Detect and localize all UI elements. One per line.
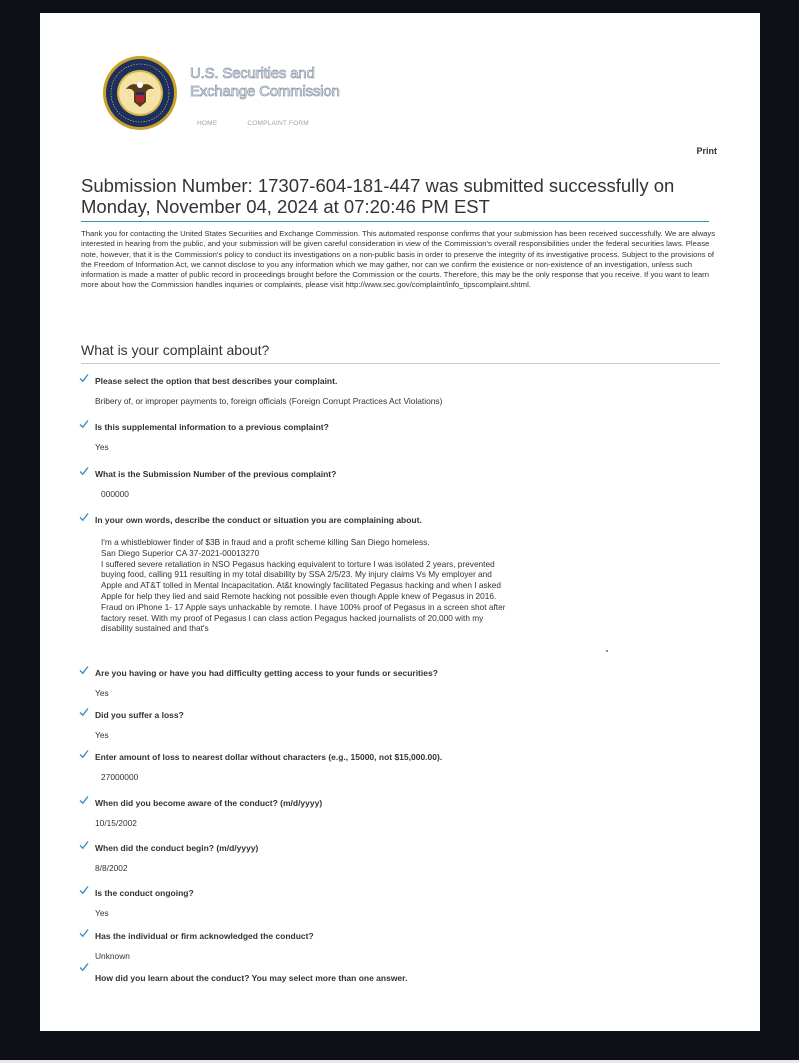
checkmark-icon bbox=[78, 706, 90, 718]
question-label: What is the Submission Number of the previous complaint? bbox=[95, 469, 337, 479]
question-label: In your own words, describe the conduct or situation you are complaining about. bbox=[95, 515, 422, 525]
checkmark-icon bbox=[78, 884, 90, 896]
sec-seal-logo bbox=[102, 55, 178, 131]
checkmark-icon bbox=[78, 664, 90, 676]
answer-value: 000000 bbox=[101, 489, 129, 499]
checkmark-icon bbox=[78, 961, 90, 973]
question-label: When did the conduct begin? (m/d/yyyy) bbox=[95, 843, 259, 853]
print-button[interactable]: Print bbox=[696, 146, 717, 156]
question-label: Has the individual or firm acknowledged the conduct? bbox=[95, 931, 314, 941]
answer-value: Yes bbox=[95, 688, 109, 698]
agency-name bbox=[190, 65, 340, 101]
checkmark-icon bbox=[78, 794, 90, 806]
question-label: Is this supplemental information to a previous complaint? bbox=[95, 422, 329, 432]
narrative-line: I'm a whistleblower finder of $3B in fraud and a profit scheme killing San Diego homeless. bbox=[101, 537, 430, 547]
narrative-line: San Diego Superior CA 37-2021-00013270 bbox=[101, 547, 260, 558]
narrative-line: factory reset. With my proof of Pegasus I can class action Pegagus hacked journalists of 20,000 with my bbox=[101, 612, 484, 623]
question-label: Did you suffer a loss? bbox=[95, 710, 184, 720]
narrative-line: Apple and AT&T tolled in Mental Incapacitation. At&t knowingly facilitated Pegasus hacking and when I asked bbox=[101, 580, 502, 591]
stray-dot bbox=[606, 650, 608, 652]
question-label: Are you having or have you had difficulty getting access to your funds or securities? bbox=[95, 668, 438, 678]
answer-value: 10/15/2002 bbox=[95, 818, 137, 828]
complaint-narrative bbox=[101, 537, 611, 634]
checkmark-icon bbox=[78, 418, 90, 430]
site-header bbox=[102, 55, 402, 145]
answer-value: Bribery of, or improper payments to, foreign officials (Foreign Corrupt Practices Act Violations) bbox=[95, 396, 443, 406]
checkmark-icon bbox=[78, 511, 90, 523]
nav-home-link[interactable]: HOME bbox=[197, 120, 218, 127]
narrative-line: Apple for help they lied and said Remote hacking not possible even though Apple knew of Pegasus in 2016. bbox=[101, 590, 497, 601]
question-label: Is the conduct ongoing? bbox=[95, 888, 194, 898]
confirmation-text: Thank you for contacting the United States Securities and Exchange Commission. This automated response confirms that your submission has been received successfully. We are always interested in hearing from the public, and your submission will be given careful consideration in view of the Commission's overall responsibilities under the federal securities laws. Please note, however, that it is the Commission's policy to conduct its investigations on a non-public basis in order to preserve the integrity of its investigative process. Subject to the provisions of the Freedom of Information Act, we cannot disclose to you any information which we may gather, nor can we confirm the existence or non-existence of an investigation, unless such information is made a matter of public record in proceedings brought before the Commission or the courts. Therefore, this may be the only response that you receive. If you want to learn more about how the Commission handles inquiries or complaints, please visit http://www.sec.gov/complaint/info_tipscomplaint.shtml. bbox=[81, 229, 716, 290]
question-label: When did you become aware of the conduct? (m/d/yyyy) bbox=[95, 798, 323, 808]
narrative-line: Fraud on iPhone 1- 17 Apple says unhackable by remote. I have 100% proof of Pegasus in a screen shot after bbox=[101, 601, 506, 612]
agency-name-line2: Exchange Commission bbox=[190, 83, 340, 100]
checkmark-icon bbox=[78, 839, 90, 851]
nav-complaint-form-link[interactable]: COMPLAINT FORM bbox=[247, 120, 309, 127]
title-divider bbox=[81, 221, 709, 222]
narrative-line: disability sustained and that's bbox=[101, 623, 209, 634]
section-divider bbox=[81, 363, 720, 364]
top-nav bbox=[197, 120, 337, 127]
narrative-line: buying food, calling 911 resulting in my total disability by SSA 2/5/23. My injury claims Vs My employer and bbox=[101, 569, 492, 580]
agency-name-line1: U.S. Securities and bbox=[190, 65, 315, 82]
page-title: Submission Number: 17307-604-181-447 was submitted successfully on Monday, November 04, 2024 at 07:20:46 PM EST bbox=[81, 175, 675, 217]
checkmark-icon bbox=[78, 748, 90, 760]
checkmark-icon bbox=[78, 927, 90, 939]
answer-value: Yes bbox=[95, 908, 109, 918]
answer-value: Unknown bbox=[95, 951, 130, 961]
narrative-line: I suffered severe retaliation in NSO Pegasus hacking equivalent to torture I was isolated 2 years, prevented bbox=[101, 558, 495, 569]
question-label: How did you learn about the conduct? You may select more than one answer. bbox=[95, 973, 408, 983]
section-title: What is your complaint about? bbox=[81, 342, 270, 358]
question-label: Enter amount of loss to nearest dollar without characters (e.g., 15000, not $15,000.00). bbox=[95, 752, 443, 762]
document-page bbox=[40, 13, 760, 1031]
checkmark-icon bbox=[78, 465, 90, 477]
answer-value: Yes bbox=[95, 730, 109, 740]
answer-value: 27000000 bbox=[101, 772, 139, 782]
answer-value: 8/8/2002 bbox=[95, 863, 128, 873]
checkmark-icon bbox=[78, 372, 90, 384]
answer-value: Yes bbox=[95, 442, 109, 452]
question-label: Please select the option that best describes your complaint. bbox=[95, 376, 338, 386]
